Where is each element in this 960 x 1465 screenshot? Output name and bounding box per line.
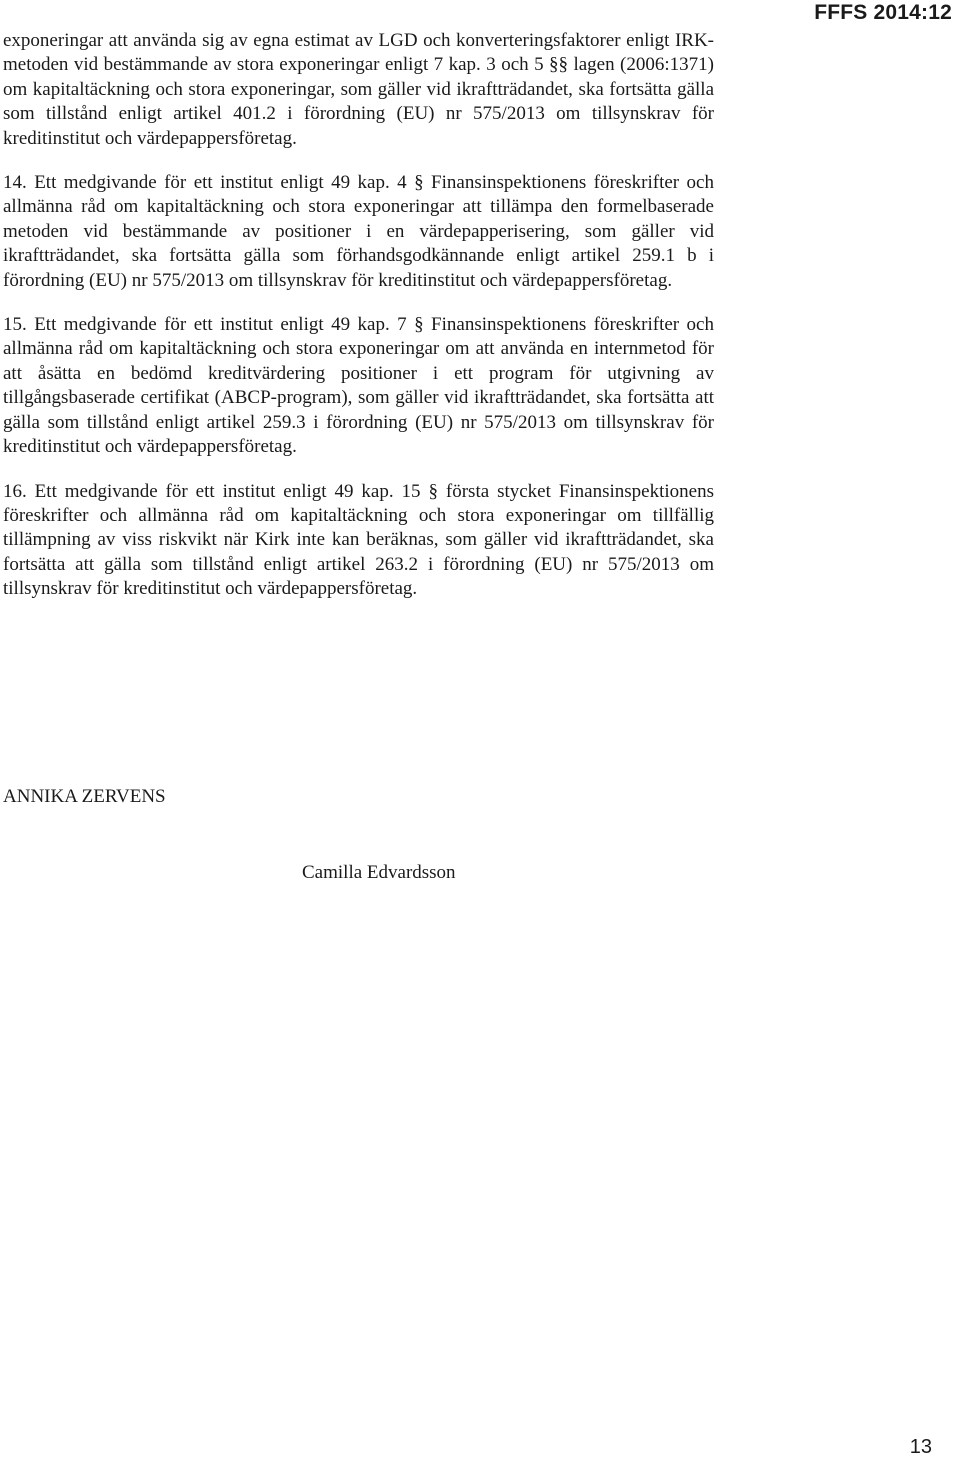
- paragraph-14: 14. Ett medgivande för ett institut enligt 49 kap. 4 § Finansinspektionens föreskrifter och allmänna råd om kapitaltäckning och stora exponeringar att tillämpa den formelbaserade metoden vid bestämmande av positioner i en värdepapperisering, som gäller vid ikraftträdandet, ska fortsätta gälla som förhandsgodkännande enligt artikel 259.1 b i förordning (EU) nr 575/2013 om tillsynskrav för kreditinstitut och värdepappersföretag.: [3, 172, 714, 291]
- document-code: FFFS 2014:12: [814, 1, 952, 24]
- signatory-secondary: Camilla Edvardsson: [302, 862, 456, 883]
- paragraph-15: 15. Ett medgivande för ett institut enligt 49 kap. 7 § Finansinspektionens föreskrifter och allmänna råd om kapitaltäckning och stora exponeringar om att använda en internmetod för att åsätta en bedömd kreditvärdering positioner i ett program för utgivning av tillgångsbaserade certifikat (ABCP-program), som gäller vid ikraftträdandet, ska fortsätta att gälla som tillstånd enligt artikel 259.3 i förordning (EU) nr 575/2013 om tillsynskrav för kreditinstitut och värdepappersföretag.: [3, 314, 714, 458]
- page-number: 13: [909, 1436, 932, 1458]
- document-body: [3, 29, 714, 622]
- signatory-primary: ANNIKA ZERVENS: [3, 786, 166, 807]
- paragraph-continuation: exponeringar att använda sig av egna estimat av LGD och konverteringsfaktorer enligt IRK-metoden vid bestämmande av stora exponeringar enligt 7 kap. 3 och 5 §§ lagen (2006:1371) om kapitaltäckning och stora exponeringar, som gäller vid ikraftträdandet, ska fortsätta gälla som tillstånd enligt artikel 401.2 i förordning (EU) nr 575/2013 om tillsynskrav för kreditinstitut och värdepappersföretag.: [3, 30, 714, 149]
- paragraph-16: 16. Ett medgivande för ett institut enligt 49 kap. 15 § första stycket Finansinspektionens föreskrifter och allmänna råd om kapitaltäckning och stora exponeringar om tillfällig tillämpning av viss riskvikt när Kirk inte kan beräknas, som gäller vid ikraftträdandet, ska fortsätta att gälla som tillstånd enligt artikel 263.2 i förordning (EU) nr 575/2013 om tillsynskrav för kreditinstitut och värdepappersföretag.: [3, 480, 714, 600]
